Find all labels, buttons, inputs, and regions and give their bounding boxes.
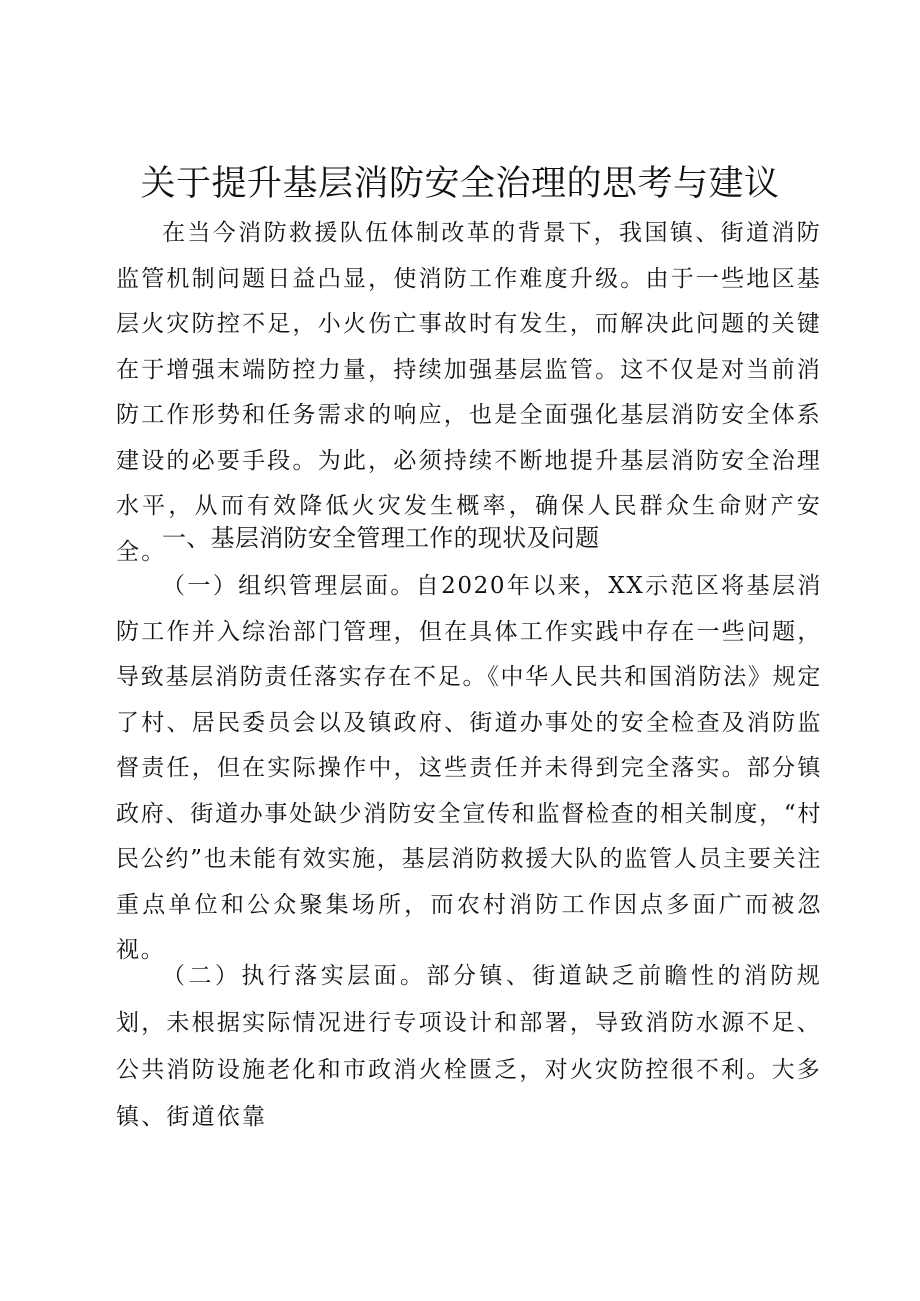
section-one-heading: 一、基层消防安全管理工作的现状及问题 (162, 524, 600, 552)
organization-management-paragraph: （一）组织管理层面。自2020年以来，XX示范区将基层消防工作并入综治部门管理，但在具体工作实践中存在一些问题，导致基层消防责任落实存在不足。《中华人民共和国消防法》规定了村、居民委员会以及镇政府、街道办事处的安全检查及消防监督责任，但在实际操作中，这些责任并未得到完全落实。部分镇政府、街道办事处缺少消防安全宣传和监督检查的相关制度，“村民公约”也未能有效实施，基层消防救援大队的监管人员主要关注重点单位和公众聚集场所，而农村消防工作因点多面广而被忽视。 (116, 573, 822, 963)
intro-paragraph: 在当今消防救援队伍体制改革的背景下，我国镇、街道消防监管机制问题日益凸显，使消防工作难度升级。由于一些地区基层火灾防控不足，小火伤亡事故时有发生，而解决此问题的关键在于增强末端防控力量，持续加强基层监管。这不仅是对当前消防工作形势和任务需求的响应，也是全面强化基层消防安全体系建设的必要手段。为此，必须持续不断地提升基层消防安全治理水平，从而有效降低火灾发生概率，确保人民群众生命财产安全。 (116, 220, 822, 565)
execution-implementation-paragraph: （二）执行落实层面。部分镇、街道缺乏前瞻性的消防规划，未根据实际情况进行专项设计和部署，导致消防水源不足、公共消防设施老化和市政消火栓匮乏，对火灾防控很不利。大多镇、街道依靠 (116, 963, 822, 1130)
document-title: 关于提升基层消防安全治理的思考与建议 (140, 164, 780, 204)
